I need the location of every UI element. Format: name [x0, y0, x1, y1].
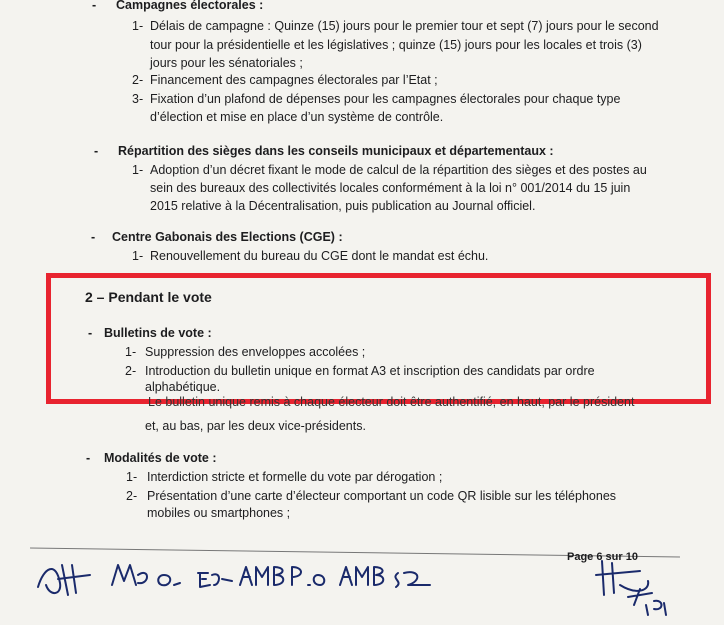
item-text: Interdiction stricte et formelle du vote par dérogation ; [147, 470, 443, 484]
item-number: 1- [126, 470, 138, 484]
item-number: 1- [132, 163, 144, 177]
initials-scribble-9 [596, 561, 652, 605]
bullet-dash: - [88, 326, 93, 340]
item-text: Fixation d’un plafond de dépenses pour les campagnes électorales pour chaque type [150, 92, 621, 106]
item-text: tour pour la présidentielle et les législatives ; quinze (15) jours pour les locales et trois (3) [150, 38, 642, 52]
initials-scribble-5 [240, 567, 283, 585]
initials-scribble-4 [198, 573, 232, 587]
item-number: 2- [126, 489, 138, 503]
item-number: 1- [125, 345, 137, 359]
item-text: sein des bureaux des collectivités locales conformément à la loi n° 001/2014 du 15 juin [150, 181, 631, 195]
item-number: 2- [132, 73, 144, 87]
initials-scribble-7 [340, 567, 383, 585]
item-text: Délais de campagne : Quinze (15) jours pour le premier tour et sept (7) jours pour le second [150, 19, 659, 33]
bullet-dash: - [91, 230, 96, 244]
item-text: jours pour les sénatoriales ; [150, 56, 303, 70]
item-number: 1- [132, 249, 144, 263]
bullet-dash: - [92, 0, 97, 12]
initials-scribble-1 [38, 565, 90, 595]
item-number: 2- [125, 364, 137, 378]
item-text: et, au bas, par les deux vice-présidents. [145, 419, 366, 433]
initials-scribble-3 [158, 575, 180, 585]
section-heading-bulletins: Bulletins de vote : [104, 326, 212, 340]
page-number: Page 6 sur 10 [567, 551, 638, 563]
handwritten-initials [0, 545, 724, 625]
item-text: mobiles ou smartphones ; [147, 506, 291, 520]
item-text: Introduction du bulletin unique en format A3 et inscription des candidats par ordre [145, 364, 595, 378]
item-text: Renouvellement du bureau du CGE dont le mandat est échu. [150, 249, 489, 263]
section-heading-cge: Centre Gabonais des Elections (CGE) : [112, 230, 343, 244]
item-text: 2015 relative à la Décentralisation, puis publication au Journal officiel. [150, 199, 536, 213]
section-heading-campagnes: Campagnes électorales : [116, 0, 264, 12]
item-text: Financement des campagnes électorales par l’Etat ; [150, 73, 438, 87]
item-number: 3- [132, 92, 144, 106]
item-number: 1- [132, 19, 144, 33]
section-heading-modalites: Modalités de vote : [104, 451, 217, 465]
initials-scribble-6 [292, 567, 324, 585]
item-text: Présentation d’une carte d’électeur comportant un code QR lisible sur les téléphones [147, 489, 617, 503]
item-text: Suppression des enveloppes accolées ; [145, 345, 366, 359]
initials-scribble-2 [112, 565, 147, 585]
subsection-title-pendant-le-vote: 2 – Pendant le vote [85, 289, 212, 305]
section-heading-repartition: Répartition des sièges dans les conseils municipaux et départementaux : [118, 144, 554, 158]
bullet-dash: - [94, 144, 99, 158]
bullet-dash: - [86, 451, 91, 465]
obscured-text: Le bulletin unique remis à chaque électeur doit être authentifié, en haut, par le président [148, 395, 635, 409]
item-text: alphabétique. [145, 380, 221, 394]
obscured-text-strip [120, 395, 640, 409]
initials-scribble-10 [646, 601, 666, 615]
initials-scribble-8 [395, 572, 430, 587]
item-text: Adoption d’un décret fixant le mode de calcul de la répartition des sièges et des postes au [150, 163, 647, 177]
item-text: d’élection et mise en place d’un système de contrôle. [150, 110, 444, 124]
